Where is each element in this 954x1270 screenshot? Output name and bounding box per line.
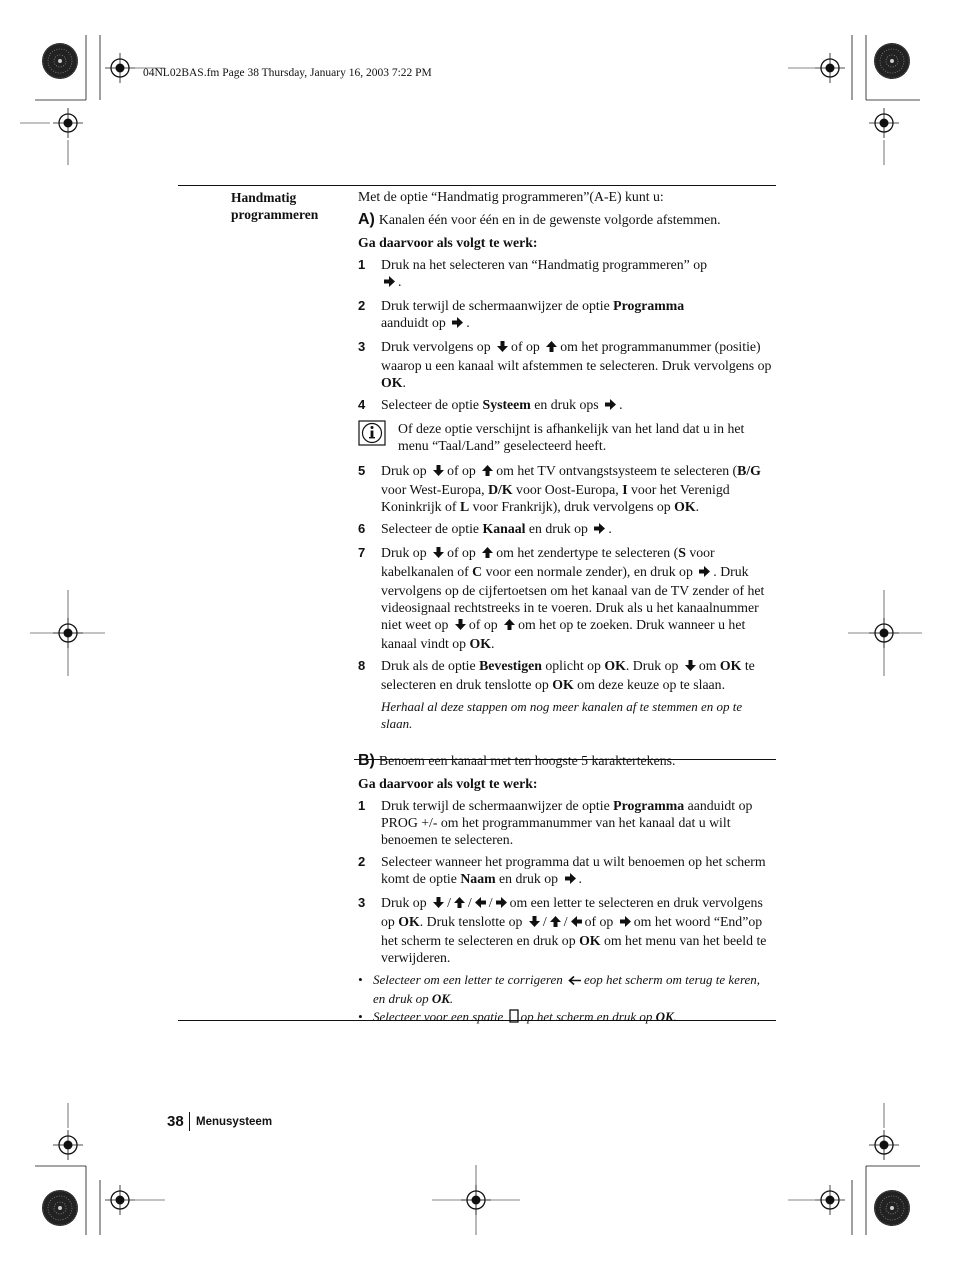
step-number: 1 (358, 257, 366, 272)
step-text: Druk na het selecteren van “Handmatig programmeren” op . (381, 256, 774, 292)
section-a-label: A) (358, 211, 375, 228)
sidebar-title (231, 189, 318, 223)
list-item: • Selecteer voor een spatie op het scherm en druk op OK. (358, 1008, 774, 1027)
sidebar-title-line2: programmeren (231, 207, 319, 222)
step-text: Druk terwijl de schermaanwijzer de optie Programma aanduidt op . (381, 297, 774, 333)
file-info-header: 04NL02BAS.fm Page 38 Thursday, January 16, 2003 7:22 PM (143, 67, 432, 79)
step-number: 4 (358, 397, 366, 412)
main-content (358, 188, 774, 1028)
arrow-up-icon (481, 464, 494, 481)
step-number: 2 (358, 854, 366, 869)
repeat-note: Herhaal al deze stappen om nog meer kanalen af te stemmen en op te slaan. (381, 699, 743, 731)
arrow-down-icon (432, 896, 445, 913)
step-text: Druk terwijl de schermaanwijzer de optie Programma aanduidt op PROG +/- om het programmanummer van het kanaal dat u wilt benoemen te selecteren. (381, 798, 753, 847)
registration-mark-icon (869, 1130, 899, 1160)
arrow-down-icon (528, 915, 541, 932)
arrow-right-icon (698, 565, 711, 582)
step-text: Selecteer de optie Kanaal en druk op . (381, 520, 774, 539)
arrow-right-icon (451, 316, 464, 333)
info-note (358, 420, 774, 454)
arrow-up-icon (481, 546, 494, 563)
step-number: 5 (358, 463, 366, 478)
info-icon (358, 420, 398, 454)
step-item (358, 544, 774, 652)
arrow-right-icon (564, 872, 577, 889)
page-number: 38 (167, 1113, 184, 1130)
step-text: Druk op / / / om een letter te selecteren en druk vervolgens op OK. Druk tenslotte op / / of op om het woord “End”op het scherm te selecteren en druk op OK om het menu van het beeld te verwijderen. (381, 895, 767, 965)
back-arrow-icon (568, 973, 582, 990)
step-text: Selecteer wanneer het programma dat u wilt benoemen op het scherm komt de optie Naam en druk op . (381, 853, 774, 889)
arrow-down-icon (432, 464, 445, 481)
arrow-down-icon (496, 340, 509, 357)
registration-mark-icon (105, 1185, 135, 1215)
arrow-right-icon (619, 915, 632, 932)
step-text: Druk op of op om het zendertype te selecteren (S voor kabelkanalen of C voor een normale zender), en druk op . Druk vervolgens op de cijfertoetsen om het kanaal van de TV zender of het videosignaal rechtstreeks in te voeren. Druk als u het kanaalnummer niet weet op of op om het op te zoeken. Druk wanneer u het kanaal vindt op OK. (381, 545, 765, 651)
sidebar-title-line1: Handmatig (231, 190, 297, 205)
step-text: Druk op of op om het TV ontvangstsysteem te selecteren (B/G voor West-Europa, D/K voor Oost-Europa, I voor het Verenigd Koninkrijk of L voor Frankrijk), druk vervolgens op OK. (381, 463, 761, 514)
step-item (358, 520, 774, 539)
color-wheel-icon (874, 43, 910, 79)
step-item (358, 338, 774, 391)
step-item (358, 894, 774, 966)
section-b-heading (358, 752, 774, 769)
arrow-up-icon (503, 618, 516, 635)
section-b-text: Benoem een kanaal met ten hoogste 5 karaktertekens. (378, 753, 676, 768)
step-item (358, 297, 774, 333)
footer-section-label: Menusysteem (196, 1116, 273, 1128)
registration-mark-icon (105, 53, 135, 83)
arrow-down-icon (684, 659, 697, 676)
step-number: 6 (358, 521, 366, 536)
arrow-left-icon (474, 896, 487, 913)
space-box-icon (509, 1009, 519, 1027)
step-item (358, 256, 774, 292)
step-item (358, 462, 774, 515)
registration-mark-icon (53, 1130, 83, 1160)
intro-text: Met de optie “Handmatig programmeren”(A-E) kunt u: (358, 189, 664, 204)
info-note-text: Of deze optie verschijnt is afhankelijk van het land dat u in het menu “Taal/Land” geselecteerd heeft. (398, 421, 745, 453)
arrow-right-icon (604, 398, 617, 415)
footer-divider (189, 1112, 190, 1131)
arrow-right-icon (383, 275, 396, 292)
step-item (358, 396, 774, 415)
step-number: 1 (358, 798, 366, 813)
step-item (358, 657, 774, 693)
arrow-left-icon (570, 915, 583, 932)
arrow-right-icon (495, 896, 508, 913)
bullet-text: Selecteer voor een spatie op het scherm en druk op OK. (373, 1008, 677, 1027)
arrow-up-icon (453, 896, 466, 913)
list-item: • Selecteer om een letter te corrigeren eop het scherm om terug te keren, en druk op OK. (358, 971, 774, 1007)
color-wheel-icon (874, 1190, 910, 1226)
step-item (358, 797, 774, 848)
step-number: 7 (358, 545, 366, 560)
section-a-heading (358, 211, 774, 228)
registration-mark-icon (815, 53, 845, 83)
step-number: 3 (358, 895, 366, 910)
step-item (358, 853, 774, 889)
step-number: 2 (358, 298, 366, 313)
section-a-text: Kanalen één voor één en in de gewenste volgorde afstemmen. (378, 212, 721, 227)
arrow-up-icon (549, 915, 562, 932)
step-number: 3 (358, 339, 366, 354)
color-wheel-icon (42, 43, 78, 79)
step-text: Druk als de optie Bevestigen oplicht op OK. Druk op om OK te selecteren en druk tenslotte op OK om deze keuze op te slaan. (381, 658, 755, 692)
registration-mark-icon (53, 108, 83, 138)
arrow-right-icon (593, 522, 606, 539)
registration-mark-icon (869, 108, 899, 138)
arrow-down-icon (454, 618, 467, 635)
registration-mark-icon (815, 1185, 845, 1215)
section-a-instruction: Ga daarvoor als volgt te werk: (358, 235, 538, 250)
color-wheel-icon (42, 1190, 78, 1226)
step-number: 8 (358, 658, 366, 673)
section-b-label: B) (358, 752, 375, 769)
arrow-down-icon (432, 546, 445, 563)
arrow-up-icon (545, 340, 558, 357)
section-b-instruction: Ga daarvoor als volgt te werk: (358, 776, 538, 791)
step-text: Druk vervolgens op of op om het programmanummer (positie) waarop u een kanaal wilt afstemmen te selecteren. Druk vervolgens op OK. (381, 339, 772, 390)
step-text: Selecteer de optie Systeem en druk ops . (381, 396, 774, 415)
top-rule (178, 185, 776, 186)
bullet-text: Selecteer om een letter te corrigeren eop het scherm om terug te keren, en druk op OK. (373, 972, 761, 1006)
